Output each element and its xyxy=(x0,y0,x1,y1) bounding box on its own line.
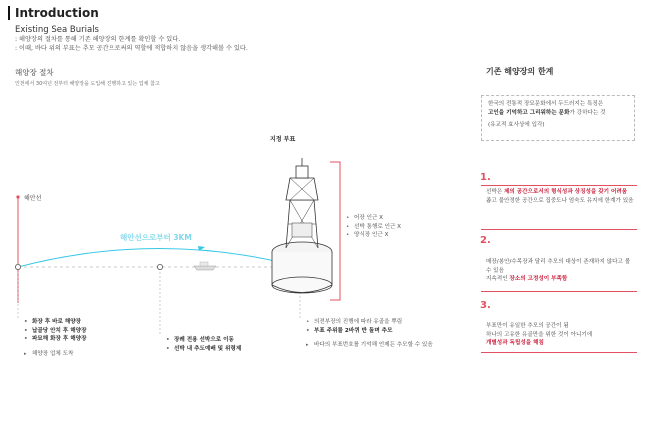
buoy-label: 지정 부표 xyxy=(270,136,296,143)
page-subtitle: Existing Sea Burials xyxy=(15,25,99,35)
route-label: 해안선으로부터 3KM xyxy=(120,233,192,242)
buoy-feature: • 어장 인근 X xyxy=(346,214,466,223)
limit-number: 3. xyxy=(480,300,491,311)
step1-item: • 납골당 안치 후 해양장 xyxy=(24,327,144,336)
limit-rest: 하나의 고유한 유골만을 위한 것이 아니기에 xyxy=(486,331,593,338)
step2-node xyxy=(157,264,162,269)
buoy-feature: • 양식장 인근 X xyxy=(346,231,466,240)
limits-intro-note: (유교적 효사상에 입각) xyxy=(488,122,545,128)
limits-intro-line1: 한국의 전통적 장묘문화에서 두드러지는 특징은 xyxy=(488,101,604,107)
step2-item: • 장례 전용 선박으로 이동 xyxy=(166,336,296,345)
limit-lead: 선박은 xyxy=(486,189,504,195)
step3-item: • 의전부장의 진행에 따라 유골을 뿌림 xyxy=(306,318,466,327)
limit-divider xyxy=(481,291,637,292)
limit-item-1 xyxy=(486,188,636,205)
limit-divider xyxy=(481,352,637,353)
step3-after: ▸ 바다의 부표번호를 기억해 언제든 추모할 수 있음 xyxy=(306,341,466,350)
limits-heading: 기존 해양장의 한계 xyxy=(486,67,554,76)
limit-highlight: 개별성과 독립성을 해침 xyxy=(486,340,544,346)
limit-lead: 부표만이 유일한 추모의 공간이 됨 xyxy=(486,323,569,329)
intro-line-2: : 이때, 바다 위의 부표는 추모 공간으로써의 역할에 적합하지 않음을 생각해볼 수 있다. xyxy=(15,45,248,52)
limit-divider xyxy=(481,229,637,230)
boat-icon xyxy=(194,262,216,270)
coastline-label: 해안선 xyxy=(24,195,42,202)
limit-lead: 매장/봉안/수목장과 달리 추모의 대상이 존재하지 않다고 볼 수 있음 xyxy=(486,259,631,274)
limits-intro-bold: 고인을 기억하고 그리워하는 문화 xyxy=(488,109,570,116)
step1-item: • 화장 후 바로 해양장 xyxy=(24,318,144,327)
procedure-note: 인천에서 30여년 전부터 해양장을 도입해 진행하고 있는 업체 참고 xyxy=(15,81,160,87)
limit-highlight: 제의 공간으로서의 형식성과 상징성을 갖기 어려움 xyxy=(504,189,628,195)
limit-item-2 xyxy=(486,258,636,284)
limits-intro-box xyxy=(481,95,635,141)
limit-item-3 xyxy=(486,322,636,348)
buoy-feature: • 선박 통행로 인근 X xyxy=(346,223,466,232)
procedure-heading: 해양장 절차 xyxy=(15,68,54,77)
coastline-marker xyxy=(16,195,19,198)
step1-node xyxy=(15,264,20,269)
limits-intro-rest: 가 강하다는 것 xyxy=(569,109,606,116)
limit-rest: 지속적인 xyxy=(486,276,510,282)
limit-highlight: 장소의 고정성이 부족함 xyxy=(509,276,568,282)
step2-list xyxy=(166,336,296,353)
intro-line-1: : 해양장의 절차를 통해 기존 해양장의 한계를 확인할 수 있다. xyxy=(15,36,181,43)
step1-list xyxy=(24,318,144,358)
step3-list xyxy=(306,318,466,350)
step2-item: • 선박 내 추도예배 및 위령제 xyxy=(166,345,296,354)
limit-number: 2. xyxy=(480,235,491,246)
buoy-feature-list xyxy=(346,214,466,240)
step3-item: • 부표 주위를 2바퀴 반 돌며 추모 xyxy=(306,327,466,336)
step1-arrival: ▸ 해양장 업체 도착 xyxy=(24,350,144,359)
limit-number: 1. xyxy=(480,172,491,183)
buoy-icon xyxy=(272,158,332,293)
page-title: Introduction xyxy=(8,6,99,20)
step1-item: • 파묘해 화장 후 해양장 xyxy=(24,335,144,344)
limit-rest: 좁고 불안정한 공간으로 집중도나 엄숙도 유지에 한계가 있음 xyxy=(486,197,634,204)
limit-divider xyxy=(481,185,637,186)
